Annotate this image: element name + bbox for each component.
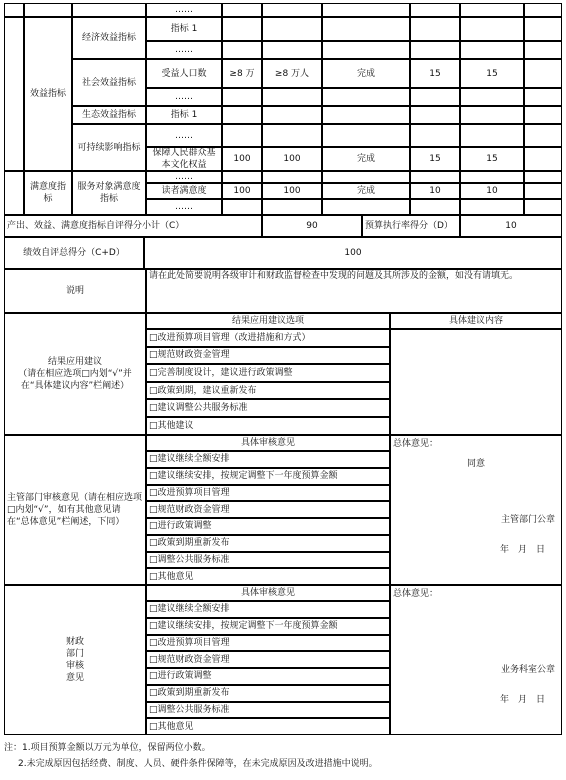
benefit-group-label: 效益指标: [24, 17, 72, 171]
indicator-name-6: ……: [146, 124, 222, 147]
dept-option-0: □建议继续全额安排: [146, 451, 390, 468]
indicator-score-0: [460, 3, 524, 17]
dept-review-header: 具体审核意见: [146, 435, 390, 451]
indicator-status-0: [322, 3, 410, 17]
dept-option-2: □改进预算项目管理: [146, 485, 390, 502]
indicator-name-5: 指标 1: [146, 106, 222, 124]
indicator-actual-1: [262, 17, 322, 41]
finance-option-2: □改进预算项目管理: [146, 635, 390, 652]
result-options-header: 结果应用建议选项: [146, 313, 390, 329]
social-label: 社会效益指标: [72, 59, 146, 106]
group-blank-top2: [24, 3, 72, 17]
form-notes: [4, 740, 562, 772]
indicator-name-10: ……: [146, 199, 222, 215]
service-label: 服务对象满意度指标: [72, 171, 146, 215]
indicator-weight-4: [410, 88, 460, 106]
indicator-actual-7: 100: [262, 147, 322, 171]
finance-stamp: 业务科室公章: [500, 665, 555, 675]
indicator-remark-8: [524, 171, 562, 183]
indicator-status-4: [322, 88, 410, 106]
indicator-name-1: 指标 1: [146, 17, 222, 41]
indicator-score-9: 10: [460, 183, 524, 199]
result-option-0: □改进预算项目管理（改进措施和方式）: [146, 329, 390, 347]
indicator-status-3: 完成: [322, 59, 410, 88]
dept-option-7: □其他意见: [146, 568, 390, 585]
benefit-group-spacer: [4, 17, 24, 171]
note-2: 2.未完成原因包括经费、制度、人员、硬件条件保障等，在未完成原因及改进措施中说明。: [18, 759, 378, 769]
indicator-weight-6: [410, 124, 460, 147]
indicator-status-8: [322, 171, 410, 183]
indicator-actual-8: [262, 171, 322, 183]
indicator-score-5: [460, 106, 524, 124]
indicator-target-8: [222, 171, 262, 183]
indicator-weight-7: 15: [410, 147, 460, 171]
indicator-actual-10: [262, 199, 322, 215]
indicator-name-3: 受益人口数: [146, 59, 222, 88]
indicator-actual-6: [262, 124, 322, 147]
indicator-actual-0: [262, 3, 322, 17]
finance-option-4: □进行政策调整: [146, 668, 390, 685]
indicator-remark-4: [524, 88, 562, 106]
indicator-name-2: ……: [146, 41, 222, 59]
result-option-5: □其他建议: [146, 417, 390, 435]
indicator-score-10: [460, 199, 524, 215]
indicator-actual-2: [262, 41, 322, 59]
performance-evaluation-form: [4, 3, 562, 735]
dept-stamp: 主管部门公章: [500, 515, 555, 525]
result-option-3: □政策到期，建议重新发布: [146, 382, 390, 400]
indicator-name-8: ……: [146, 171, 222, 183]
dept-review-label: 主管部门审核意见（请在相应选项□内划“√”，如有其他意见请在“总体意见”栏阐述，下同）: [4, 435, 146, 585]
indicator-status-6: [322, 124, 410, 147]
indicator-score-7: 15: [460, 147, 524, 171]
indicator-status-1: [322, 17, 410, 41]
indicator-actual-3: ≥8 万人: [262, 59, 322, 88]
explain-label: 说明: [4, 269, 146, 313]
dept-option-3: □规范财政资金管理: [146, 501, 390, 518]
indicator-target-6: [222, 124, 262, 147]
indicator-status-10: [322, 199, 410, 215]
eco-label: 生态效益指标: [72, 106, 146, 124]
indicator-weight-3: 15: [410, 59, 460, 88]
indicator-remark-5: [524, 106, 562, 124]
finance-overall-box: [390, 585, 562, 735]
note-1: 注：1.项目预算金额以万元为单位，保留两位小数。: [4, 743, 211, 753]
finance-review-header: 具体审核意见: [146, 585, 390, 601]
indicator-remark-2: [524, 41, 562, 59]
satisfaction-group-spacer: [4, 171, 24, 215]
finance-option-0: □建议继续全额安排: [146, 601, 390, 618]
indicator-actual-5: [262, 106, 322, 124]
indicator-target-0: [222, 3, 262, 17]
finance-date: 年 月 日: [499, 695, 545, 705]
indicator-weight-2: [410, 41, 460, 59]
dept-overall-box: [390, 435, 562, 585]
dept-option-4: □进行政策调整: [146, 518, 390, 535]
indicator-score-6: [460, 124, 524, 147]
indicator-actual-4: [262, 88, 322, 106]
indicator-weight-9: 10: [410, 183, 460, 199]
indicator-weight-8: [410, 171, 460, 183]
result-content-header: 具体建议内容: [390, 313, 562, 329]
finance-review-label: 财政 部门 审核 意见: [4, 585, 146, 735]
satisfaction-group-label: 满意度指标: [24, 171, 72, 215]
indicator-name-7: 保障人民群众基本文化权益: [146, 147, 222, 171]
indicator-remark-1: [524, 17, 562, 41]
indicator-target-4: [222, 88, 262, 106]
total-label: 绩效自评总得分（C+D）: [4, 237, 144, 269]
finance-overall-label: 总体意见：: [393, 589, 439, 599]
subtotal-value: 90: [262, 215, 362, 237]
indicator-weight-1: [410, 17, 460, 41]
budget-score-label: 预算执行率得分（D）: [362, 215, 460, 237]
indicator-remark-3: [524, 59, 562, 88]
sustain-label: 可持续影响指标: [72, 124, 146, 171]
result-label: 结果应用建议 （请在相应选项□内划“√”并在“具体建议内容”栏阐述）: [4, 313, 146, 435]
result-option-2: □完善制度设计，建议进行政策调整: [146, 364, 390, 382]
indicator-target-7: 100: [222, 147, 262, 171]
subcat-blank-top: [72, 3, 146, 17]
indicator-score-4: [460, 88, 524, 106]
dept-overall-label: 总体意见：: [393, 439, 439, 449]
indicator-target-5: [222, 106, 262, 124]
indicator-weight-10: [410, 199, 460, 215]
econ-label: 经济效益指标: [72, 17, 146, 59]
finance-option-5: □政策到期重新发布: [146, 685, 390, 702]
indicator-target-3: ≥8 万: [222, 59, 262, 88]
indicator-actual-9: 100: [262, 183, 322, 199]
dept-option-1: □建议继续安排，按规定调整下一年度预算金额: [146, 468, 390, 485]
result-option-4: □建议调整公共服务标准: [146, 399, 390, 417]
result-content-body: [390, 329, 562, 435]
dept-date: 年 月 日: [499, 545, 545, 555]
indicator-target-1: [222, 17, 262, 41]
indicator-target-9: 100: [222, 183, 262, 199]
budget-score-value: 10: [460, 215, 562, 237]
indicator-status-5: [322, 106, 410, 124]
indicator-name-9: 读者满意度: [146, 183, 222, 199]
finance-option-6: □调整公共服务标准: [146, 702, 390, 719]
indicator-remark-10: [524, 199, 562, 215]
subtotal-label: 产出、效益、满意度指标自评得分小计（C）: [4, 215, 262, 237]
indicator-score-3: 15: [460, 59, 524, 88]
result-option-1: □规范财政资金管理: [146, 347, 390, 365]
dept-overall-value: 同意: [466, 459, 485, 469]
explain-text: 请在此处简要说明各级审计和财政监督检查中发现的问题及其所涉及的金额，如没有请填无。: [146, 269, 562, 313]
indicator-weight-5: [410, 106, 460, 124]
finance-option-1: □建议继续安排，按规定调整下一年度预算金额: [146, 618, 390, 635]
indicator-status-9: 完成: [322, 183, 410, 199]
indicator-remark-6: [524, 124, 562, 147]
finance-option-7: □其他意见: [146, 718, 390, 735]
finance-option-3: □规范财政资金管理: [146, 651, 390, 668]
indicator-score-8: [460, 171, 524, 183]
indicator-remark-9: [524, 183, 562, 199]
indicator-name-0: ……: [146, 3, 222, 17]
indicator-name-4: ……: [146, 88, 222, 106]
indicator-remark-0: [524, 3, 562, 17]
indicator-weight-0: [410, 3, 460, 17]
dept-option-6: □调整公共服务标准: [146, 552, 390, 569]
indicator-target-10: [222, 199, 262, 215]
indicator-status-2: [322, 41, 410, 59]
dept-option-5: □政策到期重新发布: [146, 535, 390, 552]
group-blank-top: [4, 3, 24, 17]
indicator-remark-7: [524, 147, 562, 171]
total-value: 100: [144, 237, 562, 269]
indicator-score-2: [460, 41, 524, 59]
indicator-score-1: [460, 17, 524, 41]
indicator-target-2: [222, 41, 262, 59]
indicator-status-7: 完成: [322, 147, 410, 171]
